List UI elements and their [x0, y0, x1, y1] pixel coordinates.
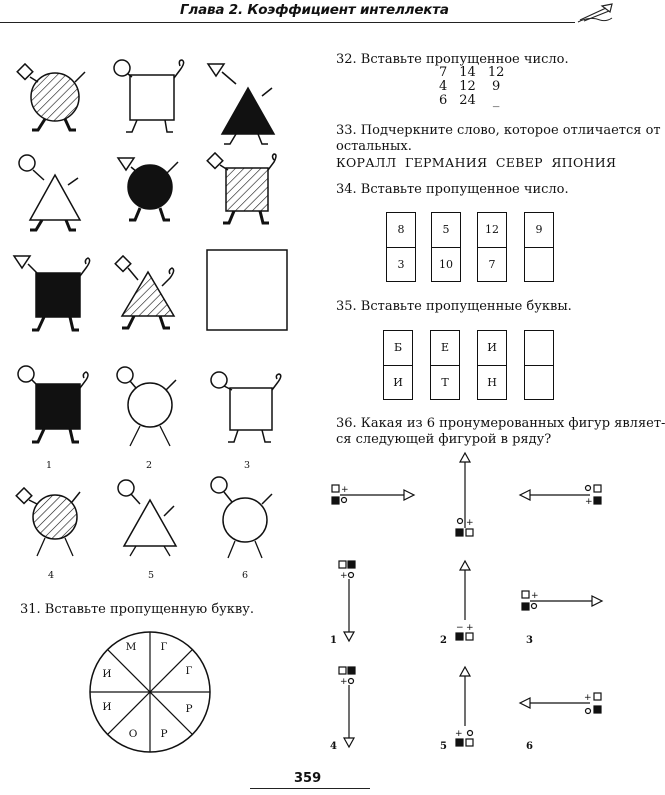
- answer-option-4: [339, 667, 355, 747]
- seq-arrow-up: [456, 453, 474, 536]
- answer-option-3: [522, 591, 602, 610]
- svg-text:+: +: [340, 571, 348, 581]
- number-grid: 7 14 12 4 12 9 6 24 _: [439, 65, 505, 108]
- seq-arrow-right: [332, 485, 414, 504]
- wheel-letter: Р: [160, 728, 168, 740]
- fig-r2c3-hatched-square: [207, 153, 276, 223]
- fig-r1c2-square: [114, 60, 184, 132]
- answer-option-5: [455, 667, 473, 746]
- footer-rule: [250, 788, 370, 789]
- svg-text:+: +: [466, 518, 474, 528]
- option-label: 5: [440, 741, 447, 752]
- domino-missing: 9: [524, 212, 554, 282]
- domino: Б И: [383, 330, 413, 400]
- svg-text:+: +: [585, 497, 593, 507]
- svg-text:+: +: [584, 693, 592, 703]
- wheel-letter: И: [102, 701, 112, 713]
- question-36-line2: ся следующей фигурой в ряду?: [336, 432, 552, 447]
- domino: И Н: [477, 330, 507, 400]
- page-number: 359: [294, 771, 322, 786]
- question-32-text: 32. Вставьте пропущенное число.: [336, 52, 569, 67]
- svg-text:+: +: [340, 677, 348, 687]
- arrow-sequence: [320, 450, 620, 760]
- wheel-letter: Г: [185, 665, 193, 677]
- chapter-header: Глава 2. Коэффициент интеллекта: [180, 2, 449, 18]
- figure-label: 1: [46, 460, 53, 471]
- writing-hand-icon: [576, 2, 616, 24]
- option-6: [211, 477, 272, 558]
- question-36-line1: 36. Какая из 6 пронумерованных фигур являет-: [336, 416, 665, 431]
- question-35-text: 35. Вставьте пропущенные буквы.: [336, 299, 572, 314]
- answer-option-6: [520, 693, 601, 714]
- question-33-words: КОРАЛЛ ГЕРМАНИЯ СЕВЕР ЯПОНИЯ: [336, 155, 617, 170]
- header-rule: [0, 22, 575, 23]
- fig-r1c3-black-triangle: [208, 64, 274, 144]
- option-1: [18, 366, 88, 442]
- option-label: 4: [330, 741, 337, 752]
- wheel-letter: М: [125, 641, 137, 653]
- fig-r1c1-hatched-circle: [17, 64, 85, 130]
- figure-puzzle: [0, 30, 320, 590]
- question-31-text: 31. Вставьте пропущенную букву.: [20, 602, 255, 617]
- svg-text:+: +: [466, 623, 474, 633]
- option-label: 3: [526, 635, 533, 646]
- svg-text:+: +: [455, 729, 463, 739]
- svg-text:+: +: [341, 485, 349, 495]
- fig-r3c1-black-square: [14, 256, 90, 330]
- option-4: [16, 488, 80, 556]
- seq-arrow-left: [520, 485, 601, 507]
- figure-label: 6: [242, 570, 249, 581]
- wheel-letter: И: [102, 668, 112, 680]
- figure-label: 4: [48, 570, 55, 581]
- svg-text:−: −: [456, 623, 464, 633]
- domino: 5 10: [431, 212, 461, 282]
- domino: 8 3: [386, 212, 416, 282]
- option-label: 2: [440, 635, 447, 646]
- fig-r3c3-empty-box: [207, 250, 287, 330]
- wheel-letter: Г: [160, 641, 168, 653]
- answer-option-2: [456, 561, 474, 640]
- svg-text:+: +: [531, 591, 539, 601]
- figure-label: 3: [244, 460, 251, 471]
- letter-wheel: [85, 627, 215, 757]
- domino-missing: [524, 330, 554, 400]
- question-33-line2: остальных.: [336, 139, 412, 154]
- option-label: 6: [526, 741, 533, 752]
- question-34-text: 34. Вставьте пропущенное число.: [336, 182, 569, 197]
- option-3: [211, 372, 281, 442]
- fig-r2c1-triangle: [19, 155, 80, 230]
- domino: 12 7: [477, 212, 507, 282]
- figure-label: 2: [146, 460, 153, 471]
- fig-r2c2-black-circle: [118, 158, 178, 220]
- answer-option-1: [339, 561, 355, 641]
- fig-r3c2-hatched-triangle: [115, 256, 174, 328]
- question-33-line1: 33. Подчеркните слово, которое отличается от: [336, 123, 661, 138]
- wheel-letter: О: [128, 728, 138, 740]
- option-5: [118, 480, 176, 556]
- figure-label: 5: [148, 570, 155, 581]
- option-label: 1: [330, 635, 337, 646]
- domino: Е Т: [430, 330, 460, 400]
- option-2: [117, 367, 176, 446]
- wheel-letter: Р: [185, 703, 193, 715]
